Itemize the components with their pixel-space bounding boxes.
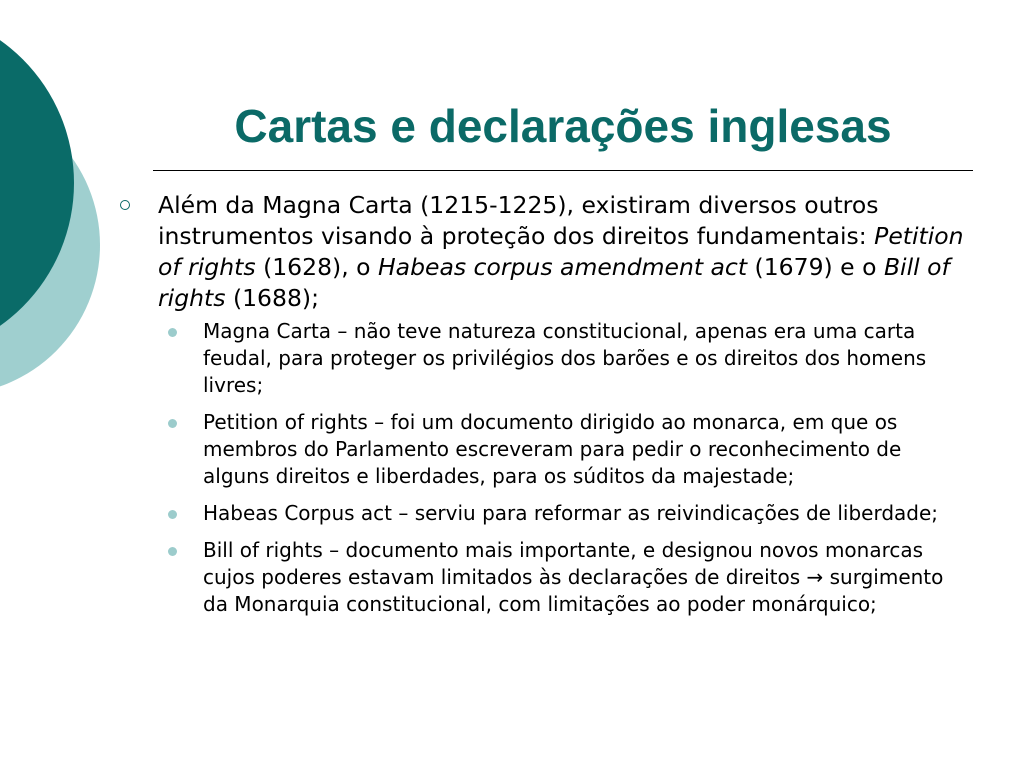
main-bullet (120, 190, 970, 314)
sub-bullet-list (168, 318, 968, 628)
main-bullet-text (158, 190, 970, 314)
main-bullet-text-2: (1628), o (255, 253, 378, 281)
main-bullet-italic-2: Habeas corpus amendment act (378, 253, 748, 281)
sub-bullet-item (168, 409, 968, 490)
sub-bullet-text: Magna Carta – não teve natureza constitucional, apenas era uma carta feudal, para proteger os privilégios dos barões e os direitos dos homens livres; (203, 319, 927, 397)
sub-bullet-text: Habeas Corpus act – serviu para reformar as reivindicações de liberdade; (203, 501, 939, 525)
main-bullet-text-3: (1679) e o (747, 253, 884, 281)
filled-circle-bullet-icon (168, 419, 177, 428)
sub-bullet-item (168, 537, 968, 618)
slide-title: Cartas e declarações inglesas (234, 100, 892, 152)
filled-circle-bullet-icon (168, 547, 177, 556)
hollow-circle-bullet-icon (120, 200, 130, 210)
main-bullet-text-4: (1688); (225, 284, 319, 312)
sub-bullet-item (168, 318, 968, 399)
main-bullet-text-1: Além da Magna Carta (1215-1225), existiram diversos outros instrumentos visando à proteção dos direitos fundamentais: (158, 191, 879, 250)
sub-bullet-item (168, 500, 968, 527)
filled-circle-bullet-icon (168, 510, 177, 519)
sub-bullet-text: Petition of rights – foi um documento dirigido ao monarca, em que os membros do Parlamento escreveram para pedir o reconhecimento de alguns direitos e liberdades, para os súditos da majestade; (203, 410, 902, 488)
main-bullet-italic-3: Bill of rights (158, 253, 950, 312)
main-bullet-italic-1: Petition of rights (158, 222, 964, 281)
filled-circle-bullet-icon (168, 328, 177, 337)
sub-bullet-text: Bill of rights – documento mais importante, e designou novos monarcas cujos poderes estavam limitados às declarações de direitos → surgimento da Monarquia constitucional, com limitações ao poder monárquico; (203, 538, 944, 616)
